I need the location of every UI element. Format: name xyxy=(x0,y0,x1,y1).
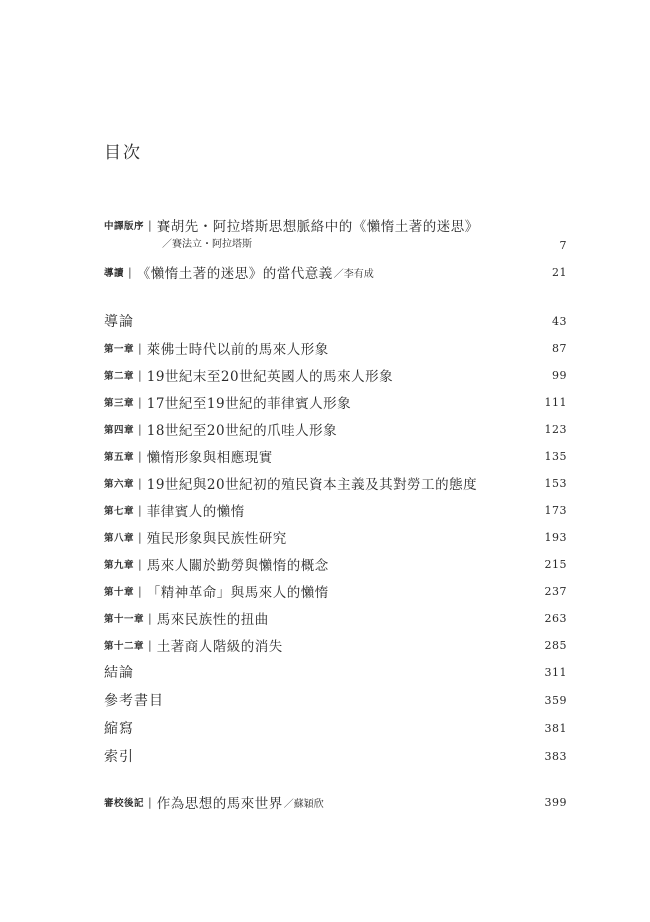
toc-entry-translator-preface[interactable] xyxy=(104,215,567,235)
separator: | xyxy=(148,611,152,625)
page-number: 381 xyxy=(544,721,567,735)
page-number: 153 xyxy=(544,476,567,490)
toc-entry-chapter-1[interactable] xyxy=(104,338,567,358)
entry-title: 導論 xyxy=(104,314,134,330)
entry-author: ／李有成 xyxy=(333,268,374,280)
chapter-label: 第八章 xyxy=(104,533,135,544)
toc-entry-bibliography[interactable] xyxy=(104,690,567,710)
chapter-title: 馬來人關於勤勞與懶惰的概念 xyxy=(146,558,329,574)
entry-label: 審校後記 xyxy=(104,798,145,809)
separator: | xyxy=(138,368,142,382)
page-number: 173 xyxy=(544,503,567,517)
chapter-title: 土著商人階級的消失 xyxy=(156,639,283,655)
page-number: 193 xyxy=(544,530,567,544)
entry-title: 賽胡先・阿拉塔斯思想脈絡中的《懶惰土著的迷思》 xyxy=(156,219,479,235)
chapter-title: 萊佛士時代以前的馬來人形象 xyxy=(146,342,329,358)
entry-title: 作為思想的馬來世界 xyxy=(156,796,283,812)
chapter-title: 菲律賓人的懶惰 xyxy=(146,504,245,520)
chapter-title: 18世紀至20世紀的爪哇人形象 xyxy=(146,423,338,439)
chapter-label: 第十章 xyxy=(104,587,135,598)
toc-entry-chapter-10[interactable] xyxy=(104,581,567,601)
page-number: 285 xyxy=(544,638,567,652)
page-number: 99 xyxy=(552,368,567,382)
toc-entry-chapter-11[interactable] xyxy=(104,608,567,628)
separator: | xyxy=(148,218,152,232)
separator: | xyxy=(138,341,142,355)
separator: | xyxy=(148,638,152,652)
chapter-title: 馬來民族性的扭曲 xyxy=(156,612,269,628)
entry-label: 中譯版序 xyxy=(104,221,145,232)
page-number: 399 xyxy=(544,795,567,809)
chapter-title: 19世紀與20世紀初的殖民資本主義及其對勞工的態度 xyxy=(146,477,478,493)
chapter-title: 「精神革命」與馬來人的懶惰 xyxy=(146,585,329,601)
separator: | xyxy=(138,395,142,409)
chapter-label: 第十一章 xyxy=(104,614,145,625)
page-number: 43 xyxy=(552,314,567,328)
entry-title: 《懶惰土著的迷思》的當代意義 xyxy=(136,266,333,282)
toc-entry-introduction-guide[interactable] xyxy=(104,262,567,282)
toc-entry-abbreviations[interactable] xyxy=(104,718,567,738)
page-number: 359 xyxy=(544,693,567,707)
chapter-label: 第一章 xyxy=(104,344,135,355)
entry-title: 縮寫 xyxy=(104,721,134,737)
entry-title: 結論 xyxy=(104,665,134,681)
page-number: 263 xyxy=(544,611,567,625)
toc-entry-chapter-12[interactable] xyxy=(104,635,567,655)
toc-entry-intro[interactable] xyxy=(104,311,567,331)
chapter-title: 19世紀末至20世紀英國人的馬來人形象 xyxy=(146,369,394,385)
chapter-label: 第五章 xyxy=(104,452,135,463)
chapter-label: 第三章 xyxy=(104,398,135,409)
page-number: 87 xyxy=(552,341,567,355)
toc-entry-conclusion[interactable] xyxy=(104,662,567,682)
separator: | xyxy=(138,476,142,490)
chapter-title: 殖民形象與民族性研究 xyxy=(146,531,287,547)
entry-label: 導讀 xyxy=(104,268,125,279)
chapter-label: 第四章 xyxy=(104,425,135,436)
entry-title: 參考書目 xyxy=(104,693,164,709)
page-number: 7 xyxy=(559,238,567,252)
page-number: 21 xyxy=(552,265,567,279)
page-number: 383 xyxy=(544,749,567,763)
separator: | xyxy=(138,530,142,544)
chapter-label: 第九章 xyxy=(104,560,135,571)
entry-title: 索引 xyxy=(104,749,134,765)
toc-entry-chapter-6[interactable] xyxy=(104,473,567,493)
separator: | xyxy=(138,557,142,571)
page-number: 111 xyxy=(544,395,567,409)
separator: | xyxy=(148,795,152,809)
page-title: 目次 xyxy=(104,143,142,163)
separator: | xyxy=(128,265,132,279)
page-number: 311 xyxy=(544,665,567,679)
separator: | xyxy=(138,584,142,598)
chapter-label: 第七章 xyxy=(104,506,135,517)
chapter-label: 第二章 xyxy=(104,371,135,382)
toc-entry-chapter-7[interactable] xyxy=(104,500,567,520)
separator: | xyxy=(138,449,142,463)
entry-author: ／蘇穎欣 xyxy=(283,798,324,810)
page-number: 237 xyxy=(544,584,567,598)
chapter-title: 懶惰形象與相應現實 xyxy=(146,450,273,466)
toc-entry-chapter-2[interactable] xyxy=(104,365,567,385)
toc-entry-chapter-8[interactable] xyxy=(104,527,567,547)
toc-entry-chapter-5[interactable] xyxy=(104,446,567,466)
chapter-title: 17世紀至19世紀的菲律賓人形象 xyxy=(146,396,352,412)
toc-entry-index[interactable] xyxy=(104,746,567,766)
chapter-label: 第六章 xyxy=(104,479,135,490)
page-number: 123 xyxy=(544,422,567,436)
toc-entry-chapter-4[interactable] xyxy=(104,419,567,439)
toc-entry-afterword[interactable] xyxy=(104,792,567,812)
toc-entry-chapter-3[interactable] xyxy=(104,392,567,412)
toc-entry-chapter-9[interactable] xyxy=(104,554,567,574)
page-number: 215 xyxy=(544,557,567,571)
separator: | xyxy=(138,503,142,517)
toc-entry-translator-preface-page xyxy=(104,235,567,255)
chapter-label: 第十二章 xyxy=(104,641,145,652)
entry-author: ／賽法立・阿拉塔斯 xyxy=(162,239,252,250)
page-number: 135 xyxy=(544,449,567,463)
separator: | xyxy=(138,422,142,436)
